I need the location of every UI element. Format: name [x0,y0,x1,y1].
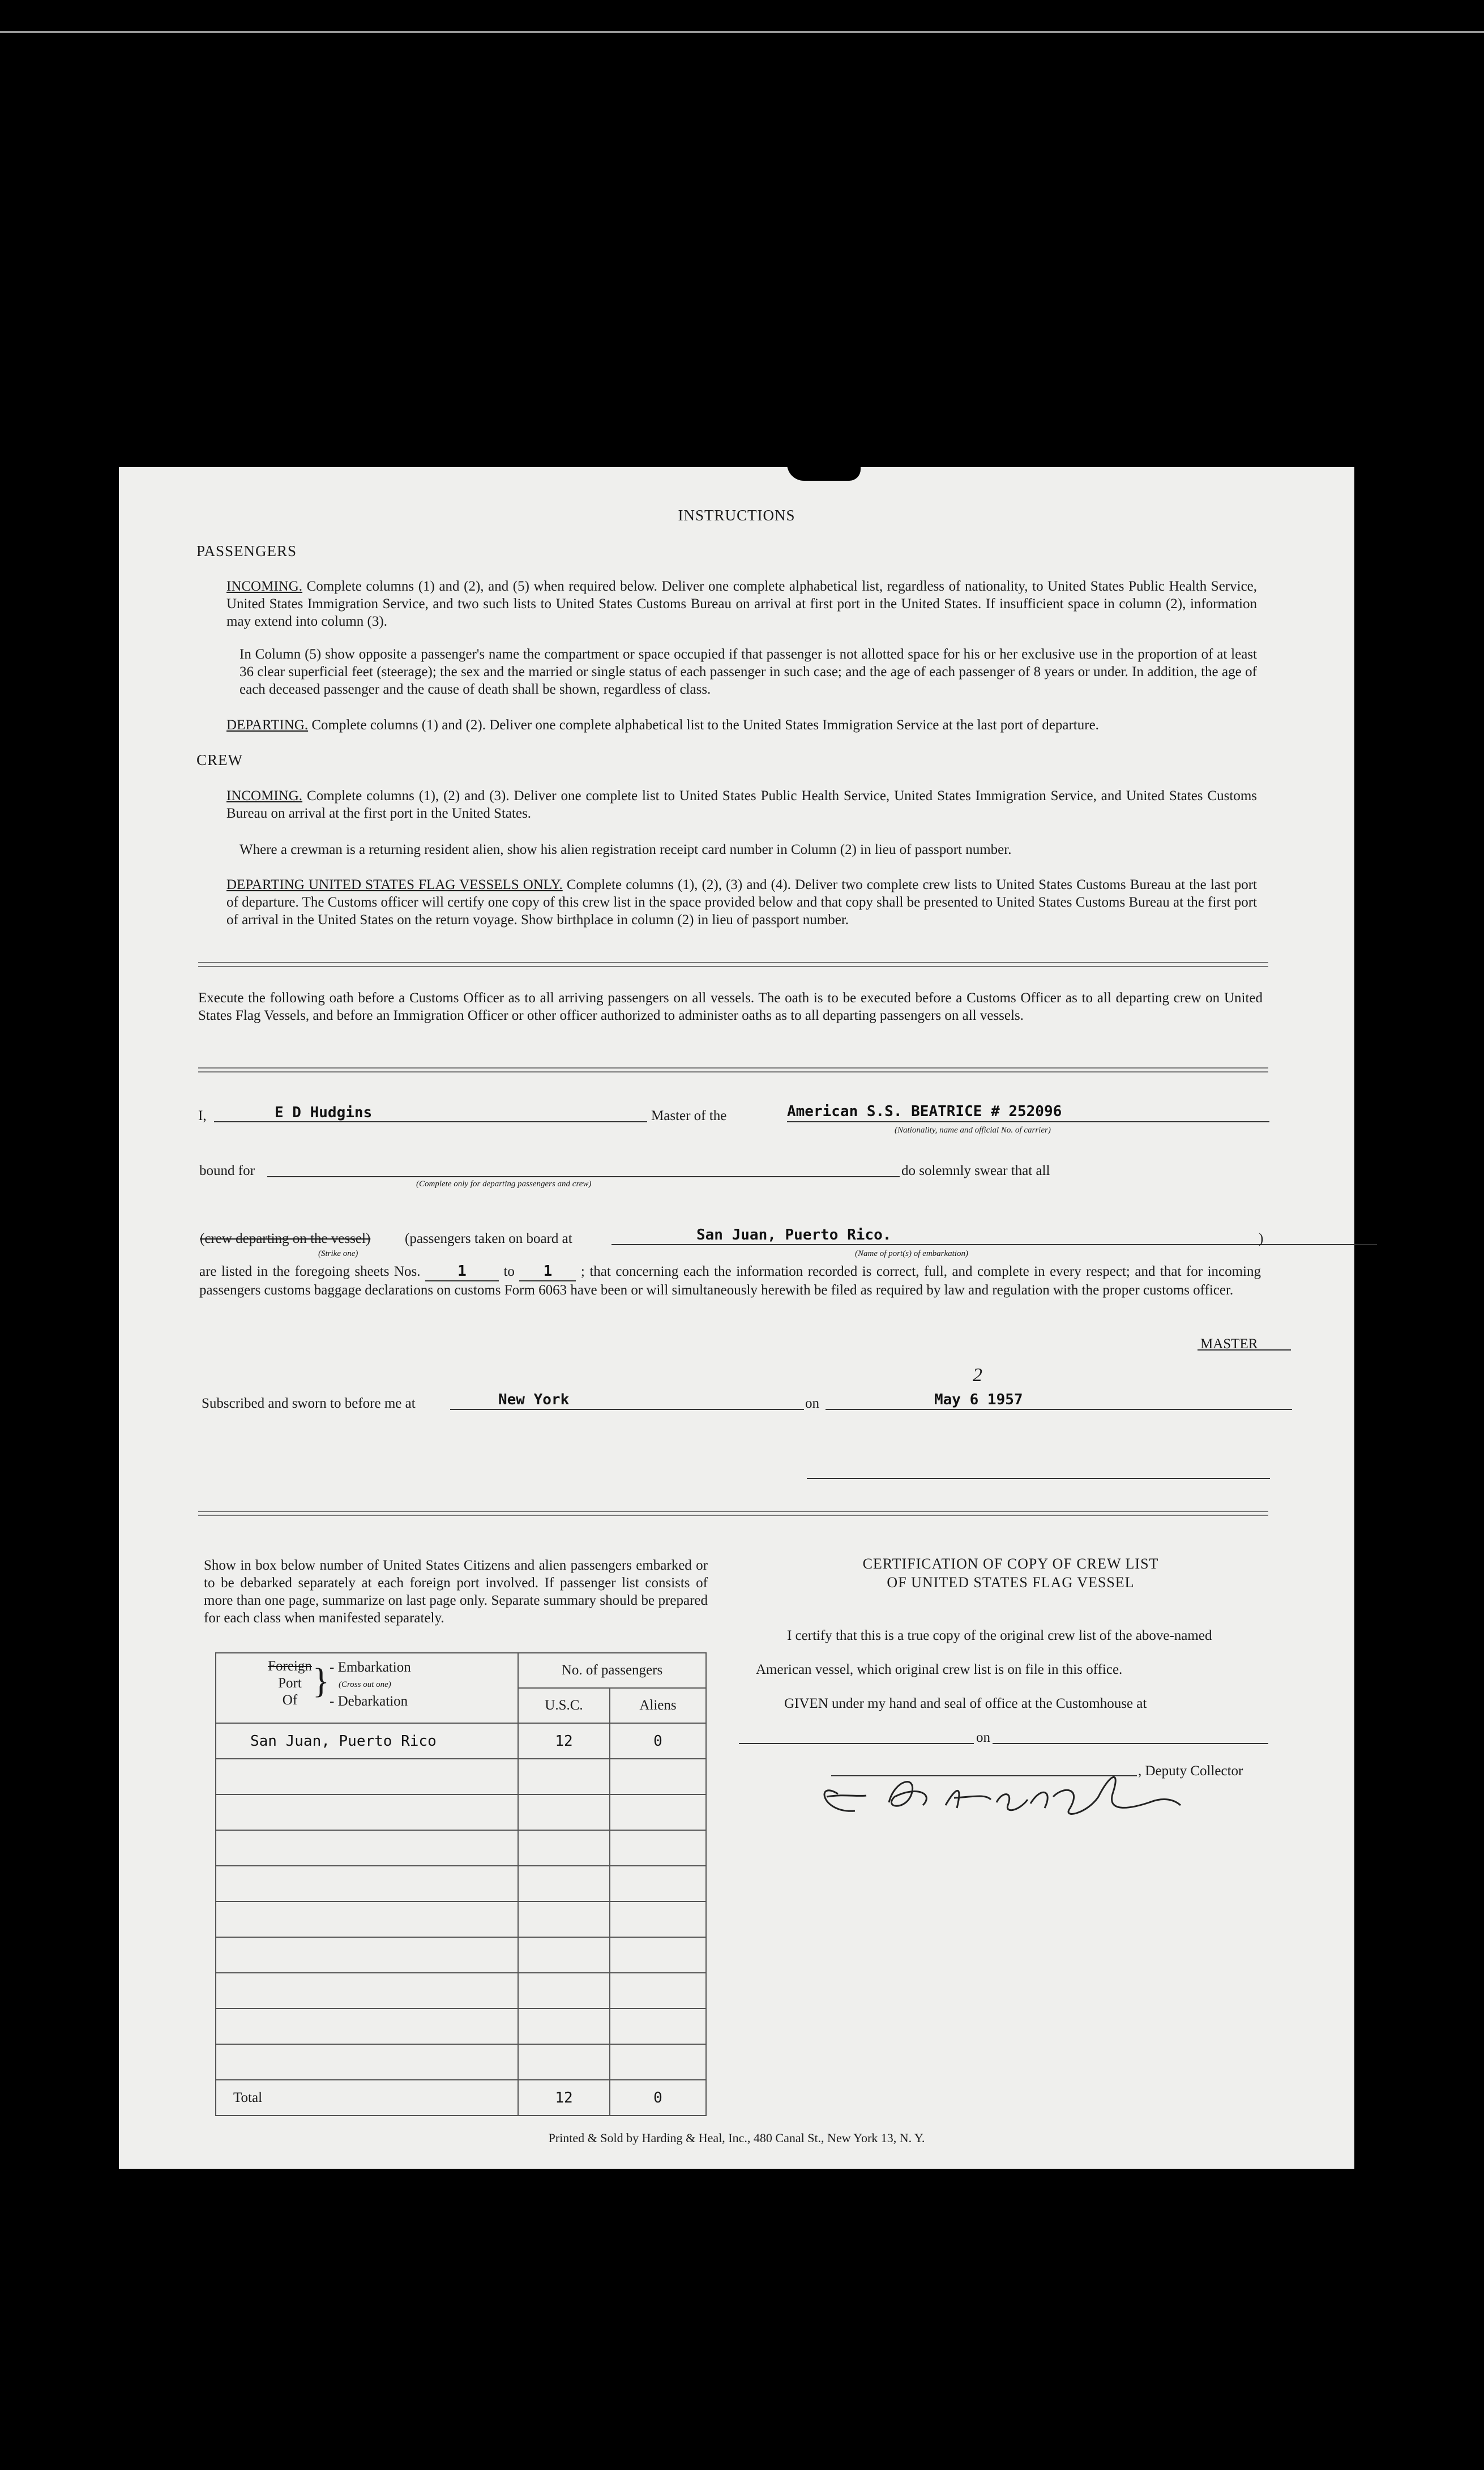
row-port [216,1937,518,1973]
aliens-header: Aliens [610,1688,706,1723]
row-port [216,1866,518,1901]
embarkation-port: San Juan, Puerto Rico. [696,1227,892,1243]
crew-incoming-text: Complete columns (1), (2) and (3). Deliver one complete list to United States Public Health Service, United States Immigration Service, and United States Customs Bureau on arrival at the first port in the United States. [226,788,1257,821]
master-name: E D Hudgins [275,1104,373,1121]
master-signature [804,1763,1195,1825]
passengers-column5-paragraph: In Column (5) show opposite a passenger's name the compartment or space occupied if that passenger is not allotted space for his or her exclusive use in the proportion of at least 36 clear superficial feet (steerage); the sex and the married or single status of each passenger in such case; and the age of each passenger of 8 years or under. In addition, the age of each deceased passenger and the cause of death shall be shown, regardless of class. [240,647,1257,697]
passengers-departing-label: DEPARTING. [226,717,309,733]
total-aliens: 0 [610,2080,706,2116]
close-paren: ) [1259,1231,1264,1246]
row-port [216,1901,518,1937]
row-port [216,2044,518,2080]
foreign-label: Foreign [268,1659,312,1674]
port-caption: (Name of port(s) of embarkation) [855,1249,968,1258]
table-row [216,1723,706,1759]
deputy-line [831,1775,1137,1776]
row-aliens [610,1830,706,1866]
vessel-name: American S.S. BEATRICE # 252096 [787,1103,1062,1120]
passengers-incoming-text: Complete columns (1) and (2), and (5) when required below. Deliver one complete alphabetical list, regardless of nationality, to United States Public Health Service, United States Immigration Service, and two such lists to United States Customs Bureau on arrival at first port in the United States. If insufficient space in column (2), information may extend into column (3). [226,579,1258,629]
row-port: San Juan, Puerto Rico [216,1723,518,1759]
crew-departing-paragraph [226,876,1257,929]
to-label: to [503,1264,515,1279]
summary-divider [198,1511,1268,1516]
total-row [216,2080,706,2116]
american-vessel-text: American vessel, which original crew list is on file in this office. [756,1662,1123,1677]
row-port [216,1759,518,1794]
passenger-summary-table [215,1652,707,2116]
sworn-date-line [826,1409,1292,1410]
certification-on-label: on [974,1729,993,1746]
crew-incoming-label: INCOMING. [226,788,303,804]
passengers-departing-text: Complete columns (1) and (2). Deliver one complete alphabetical list to the United States Immigration Service at the last port of departure. [311,717,1099,733]
row-usc [518,1794,610,1830]
table-row [216,2044,706,2080]
table-row [216,1937,706,1973]
row-aliens [610,1866,706,1901]
sworn-on-label: on [805,1396,819,1411]
master-name-line [214,1121,647,1122]
crew-incoming-paragraph [226,787,1257,822]
bound-for-line [267,1176,900,1177]
total-label: Total [216,2080,518,2116]
row-port [216,1973,518,2009]
sworn-place: New York [498,1391,570,1408]
sheet-from: 1 [425,1263,499,1281]
row-aliens [610,2044,706,2080]
row-aliens [610,1794,706,1830]
total-usc: 12 [518,2080,610,2116]
listed-paragraph [199,1263,1261,1299]
vessel-caption: (Nationality, name and official No. of carrier) [895,1126,1051,1135]
officer-signature-line [807,1478,1270,1479]
oath-intro: Execute the following oath before a Customs Officer as to all arriving passengers on all vessels. The oath is to be executed before a Customs Officer as to all departing crew on United States Flag Vessels, and before an Immigration Officer or other officer authorized to administer oaths as to all departing passengers on all vessels. [198,990,1263,1023]
row-usc [518,1973,610,2009]
passengers-heading: PASSENGERS [196,542,297,559]
embarkation-label: - Embarkation [330,1660,411,1675]
certification-title-line1: CERTIFICATION OF COPY OF CREW LIST [862,1555,1159,1572]
date-annotation: 2 [973,1365,982,1386]
summary-intro: Show in box below number of United States Citizens and alien passengers embarked or to be debarked separately at each foreign port involved. If passenger list consists of more than one page, summarize on last page only. Separate summary should be prepared for each class when manifested separately. [204,1558,708,1626]
table-row [216,1759,706,1794]
instructions-title: INSTRUCTIONS [678,507,796,524]
deputy-collector-label: , Deputy Collector [1138,1763,1243,1779]
crew-departing-struck: (crew departing on the vessel) [200,1231,371,1246]
printer-footer: Printed & Sold by Harding & Heal, Inc., 480 Canal St., New York 13, N. Y. [548,2131,925,2145]
table-row [216,1794,706,1830]
listed-label: are listed in the foregoing sheets Nos. [199,1264,421,1279]
no-passengers-header: No. of passengers [518,1653,706,1688]
cross-caption: (Cross out one) [339,1680,391,1689]
swear-text: do solemnly swear that all [901,1163,1050,1178]
row-usc [518,2044,610,2080]
row-port [216,2009,518,2044]
row-usc [518,1901,610,1937]
certify-text: I certify that this is a true copy of the original crew list of the above-named [787,1628,1212,1643]
sworn-place-line [450,1409,804,1410]
debarkation-label: - Debarkation [330,1694,408,1709]
crew-departing-label: DEPARTING UNITED STATES FLAG VESSELS ONLY. [226,877,563,892]
vessel-line [787,1121,1269,1122]
bound-caption: (Complete only for departing passengers and crew) [416,1180,592,1189]
port-header-cell [216,1653,518,1723]
subscribed-label: Subscribed and sworn to before me at [202,1396,416,1411]
row-aliens: 0 [610,1723,706,1759]
table-row [216,1830,706,1866]
scan-border-line [0,31,1484,33]
row-usc [518,1759,610,1794]
row-aliens [610,1901,706,1937]
table-row [216,1973,706,2009]
table-row [216,2009,706,2044]
table-row [216,1866,706,1901]
row-aliens [610,1759,706,1794]
table-row [216,1901,706,1937]
given-text: GIVEN under my hand and seal of office at the Customhouse at [784,1696,1147,1711]
crew-departing-text: Complete columns (1), (2), (3) and (4). Deliver two complete crew lists to United States Customs Bureau at the last port of departure. The Customs officer will certify one copy of this crew list in the space provided below and that copy shall be presented to United States Customs Bureau at the first port of arrival in the United States on the return voyage. Show birthplace in column (2) in lieu of passport number. [226,877,1258,928]
certification-title [753,1554,1268,1592]
master-of-label: Master of the [651,1108,727,1123]
row-aliens [610,1937,706,1973]
crew-heading: CREW [196,751,243,768]
row-port [216,1830,518,1866]
row-usc [518,1830,610,1866]
brace-glyph: } [313,1662,330,1700]
sheet-to: 1 [519,1263,576,1281]
customhouse-line [739,1743,1268,1744]
oath-divider [198,1067,1268,1072]
passengers-departing-paragraph [226,716,1257,734]
section-divider [198,962,1268,967]
passengers-incoming-paragraph [226,578,1257,630]
port-label: Port [278,1676,302,1691]
passengers-incoming-label: INCOMING. [226,579,303,594]
row-port [216,1794,518,1830]
row-usc [518,1937,610,1973]
bound-for-label: bound for [199,1163,255,1178]
concerning-text: ; that concerning each the information recorded is correct, full, and complete in every respect; and that for incoming passengers customs baggage declarations on customs Form 6063 have been or will simultaneously herewith be filed as required by law and regulation with the proper customs officer. [199,1264,1261,1298]
document-page [119,467,1354,2169]
master-label: MASTER [1200,1336,1258,1352]
usc-header: U.S.C. [518,1688,610,1723]
row-usc [518,2009,610,2044]
certification-title-line2: OF UNITED STATES FLAG VESSEL [887,1574,1135,1591]
row-aliens [610,1973,706,2009]
row-usc: 12 [518,1723,610,1759]
torn-edge [787,464,861,481]
row-aliens [610,2009,706,2044]
of-label: Of [282,1693,298,1708]
crew-resident-paragraph: Where a crewman is a returning resident alien, show his alien registration receipt card number in Column (2) in lieu of passport number. [240,842,1012,857]
passengers-taken-label: (passengers taken on board at [405,1231,572,1246]
sworn-date: May 6 1957 [934,1391,1023,1408]
strike-caption: (Strike one) [318,1249,358,1258]
oath-i-label: I, [198,1108,207,1123]
row-usc [518,1866,610,1901]
